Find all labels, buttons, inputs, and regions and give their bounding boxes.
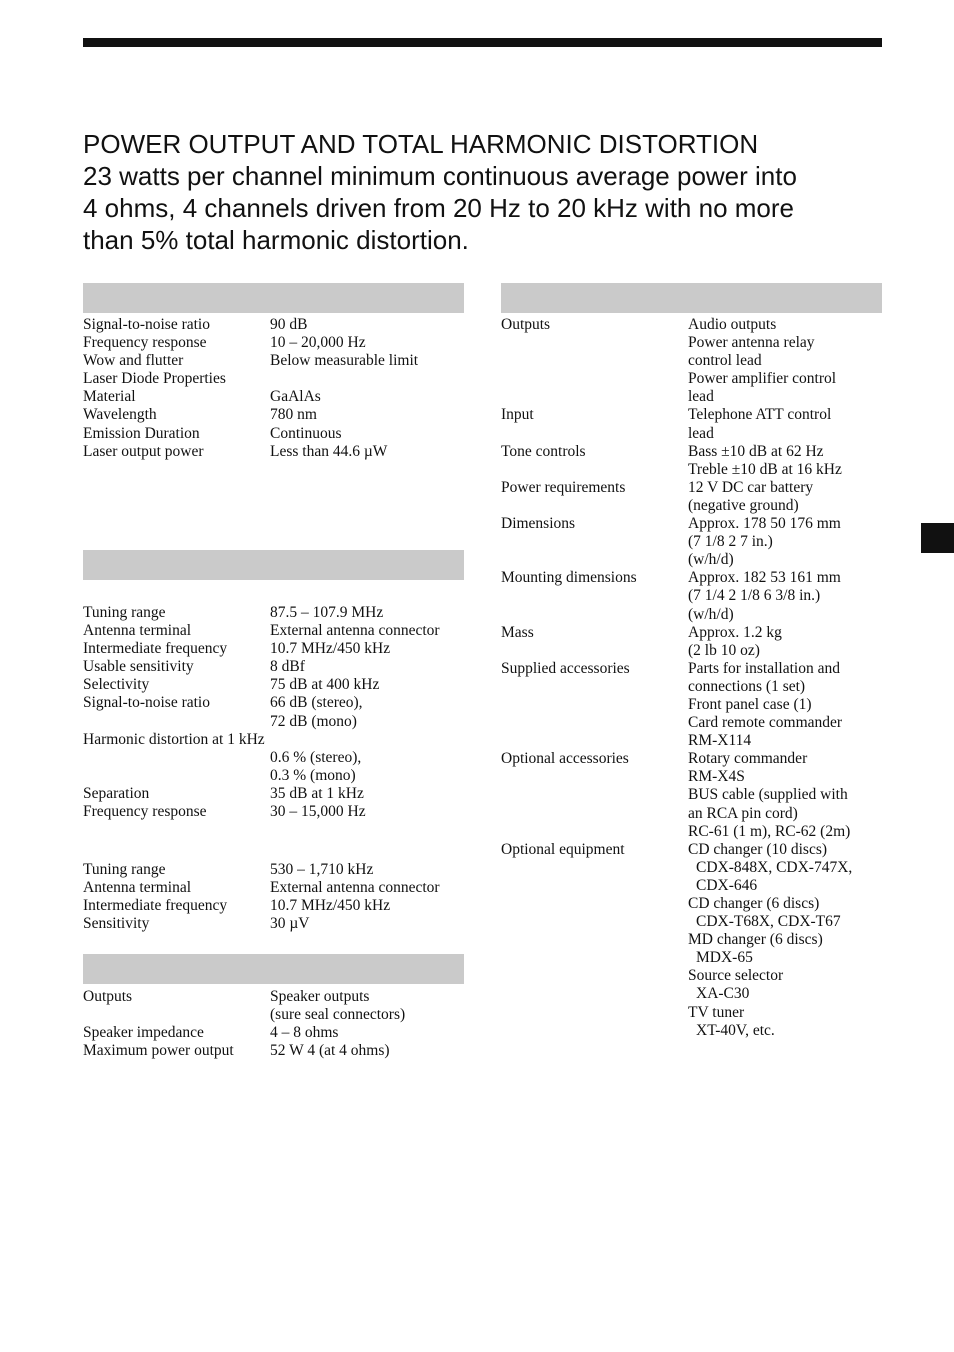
spec-value: an RCA pin cord) — [688, 804, 798, 822]
spec-label: Signal-to-noise ratio — [83, 316, 210, 333]
spec-label: Tuning range — [83, 861, 166, 878]
spec-value: (2 lb 10 oz) — [688, 641, 760, 659]
spec-row — [83, 352, 464, 370]
spec-value: Source selector — [688, 967, 784, 985]
spec-row — [83, 915, 464, 933]
spec-value: 530 – 1,710 kHz — [270, 861, 374, 878]
spec-value: Approx. 1.2 kg — [688, 623, 782, 641]
spec-value: lead — [688, 388, 714, 406]
spec-label: Optional equipment — [501, 840, 625, 858]
spec-row — [83, 803, 464, 821]
spec-label: Antenna terminal — [83, 879, 192, 897]
spec-value: Speaker outputs — [270, 988, 370, 1005]
spec-row — [83, 622, 464, 640]
spec-row — [501, 841, 882, 1040]
spec-row — [83, 897, 464, 915]
headline-line: POWER OUTPUT AND TOTAL HARMONIC DISTORTION — [83, 129, 759, 159]
spec-value: (w/h/d) — [688, 605, 734, 623]
spec-value: Less than 44.6 µW — [270, 442, 388, 460]
cd-section-band — [83, 283, 464, 313]
spec-row — [83, 694, 464, 730]
spec-row — [501, 316, 882, 406]
spec-row — [83, 1042, 464, 1060]
spec-row — [501, 569, 882, 623]
spec-label: Optional accessories — [501, 750, 629, 768]
spec-row — [83, 316, 464, 334]
spec-value: External antenna connector — [270, 879, 440, 897]
top-rule — [83, 38, 882, 47]
spec-row — [501, 443, 882, 479]
spec-row — [83, 988, 464, 1024]
spec-value: 52 W 4 (at 4 ohms) — [270, 1042, 390, 1060]
spec-value: (w/h/d) — [688, 551, 734, 569]
spec-value: 12 V DC car battery — [688, 478, 814, 496]
headline-line: than 5% total harmonic distortion. — [83, 225, 469, 255]
amp-spec-list — [83, 988, 464, 1060]
spec-value: 8 dBf — [270, 658, 305, 676]
spec-value: CD changer (6 discs) — [688, 895, 820, 912]
spec-value: 0.3 % (mono) — [270, 766, 356, 784]
spec-value: 10 – 20,000 Hz — [270, 334, 366, 352]
spec-value: 87.5 – 107.9 MHz — [270, 604, 384, 621]
spec-value: Below measurable limit — [270, 352, 419, 370]
spec-row — [83, 388, 464, 406]
spec-value: Audio outputs — [688, 316, 777, 333]
headline-line: 23 watts per channel minimum continuous average power into — [83, 161, 797, 191]
spec-value: 35 dB at 1 kHz — [270, 784, 364, 802]
spec-value: Parts for installation and — [688, 659, 840, 677]
spec-value: control lead — [688, 352, 762, 370]
spec-label: Emission Duration — [83, 424, 200, 442]
spec-label: Mass — [501, 623, 534, 641]
spec-value: 4 – 8 ohms — [270, 1024, 339, 1042]
spec-row — [83, 676, 464, 694]
spec-label: Power requirements — [501, 478, 626, 496]
amp-section-band — [83, 954, 464, 984]
spec-label: Outputs — [501, 316, 551, 333]
spec-label: Selectivity — [83, 676, 150, 694]
spec-row — [501, 479, 882, 515]
spec-value: Card remote commander — [688, 714, 843, 732]
general-spec-list — [501, 316, 882, 1040]
spec-value: RM-X4S — [688, 768, 745, 786]
spec-row — [83, 334, 464, 352]
spec-value: Approx. 182 53 161 mm — [688, 569, 841, 587]
spec-value: Bass ±10 dB at 62 Hz — [688, 442, 824, 460]
headline — [83, 128, 883, 256]
spec-value: 10.7 MHz/450 kHz — [270, 640, 391, 658]
spec-value: Telephone ATT control — [688, 406, 832, 424]
spec-label: Laser output power — [83, 442, 204, 460]
spec-value: CDX-646 — [696, 876, 758, 894]
spec-value: Front panel case (1) — [688, 695, 812, 713]
spec-label: Sensitivity — [83, 915, 150, 933]
spec-row — [83, 731, 464, 785]
spec-value: 780 nm — [270, 406, 317, 424]
spec-value: GaAlAs — [270, 388, 321, 406]
spec-row — [83, 658, 464, 676]
spec-row — [83, 861, 464, 879]
spec-value: (7 1/4 2 1/8 6 3/8 in.) — [688, 587, 821, 605]
spec-row — [83, 640, 464, 658]
spec-value: 30 – 15,000 Hz — [270, 803, 366, 821]
spec-label: Intermediate frequency — [83, 897, 228, 915]
spec-value: (7 1/8 2 7 in.) — [688, 533, 773, 551]
spec-value: connections (1 set) — [688, 677, 806, 695]
spec-value: XA-C30 — [696, 985, 750, 1003]
spec-value: TV tuner — [688, 1003, 745, 1021]
spec-value: BUS cable (supplied with — [688, 786, 848, 804]
spec-row — [83, 879, 464, 897]
spec-value: 30 µV — [270, 915, 310, 933]
spec-row — [83, 1024, 464, 1042]
spec-value: RC-61 (1 m), RC-62 (2m) — [688, 822, 851, 840]
spec-value: MDX-65 — [696, 949, 753, 967]
spec-value: Power amplifier control — [688, 370, 837, 388]
spec-value: RM-X114 — [688, 732, 752, 750]
spec-value: MD changer (6 discs) — [688, 931, 823, 949]
spec-value: 66 dB (stereo), — [270, 694, 363, 712]
spec-value: CDX-T68X, CDX-T67 — [696, 913, 841, 931]
spec-value: Rotary commander — [688, 750, 808, 768]
headline-line: 4 ohms, 4 channels driven from 20 Hz to 20 kHz with no more — [83, 193, 794, 223]
spec-row — [83, 604, 464, 622]
spec-label: Tuning range — [83, 604, 166, 621]
spec-value: CDX-848X, CDX-747X, — [696, 858, 853, 876]
section-tab-marker — [921, 523, 954, 553]
spec-label: Harmonic distortion at 1 kHz — [83, 730, 265, 748]
am-spec-list — [83, 861, 464, 933]
spec-value: 0.6 % (stereo), — [270, 748, 362, 766]
general-section-band — [501, 283, 882, 313]
spec-label: Intermediate frequency — [83, 640, 228, 658]
spec-label: Antenna terminal — [83, 622, 192, 640]
spec-value: Continuous — [270, 424, 342, 442]
spec-row — [501, 624, 882, 660]
spec-label: Input — [501, 406, 534, 424]
spec-row — [83, 370, 464, 388]
spec-row — [501, 406, 882, 442]
spec-row — [83, 406, 464, 424]
spec-row — [83, 785, 464, 803]
spec-label: Frequency response — [83, 334, 207, 352]
spec-value: (sure seal connectors) — [270, 1006, 406, 1024]
spec-row — [501, 515, 882, 569]
spec-label: Maximum power output — [83, 1042, 234, 1060]
cd-spec-list — [83, 316, 464, 461]
spec-label: Tone controls — [501, 442, 586, 460]
spec-value: Treble ±10 dB at 16 kHz — [688, 460, 842, 478]
spec-value: (negative ground) — [688, 496, 799, 514]
spec-value: 75 dB at 400 kHz — [270, 676, 380, 694]
spec-label: Wow and flutter — [83, 352, 184, 370]
spec-value: Approx. 178 50 176 mm — [688, 515, 841, 533]
spec-label: Separation — [83, 784, 150, 802]
spec-value: XT-40V, etc. — [696, 1021, 775, 1039]
spec-value: 72 dB (mono) — [270, 712, 357, 730]
spec-row — [83, 443, 464, 461]
spec-row — [501, 750, 882, 840]
spec-row — [83, 425, 464, 443]
spec-label: Speaker impedance — [83, 1024, 204, 1042]
spec-value: Power antenna relay — [688, 334, 815, 352]
spec-label: Usable sensitivity — [83, 658, 194, 676]
spec-row — [501, 660, 882, 750]
spec-label: Mounting dimensions — [501, 569, 637, 587]
spec-label: Signal-to-noise ratio — [83, 694, 210, 712]
spec-value: CD changer (10 discs) — [688, 840, 828, 858]
spec-value: 90 dB — [270, 316, 308, 333]
tuner-section-band — [83, 550, 464, 580]
spec-label: Dimensions — [501, 515, 576, 533]
spec-label: Supplied accessories — [501, 659, 630, 677]
fm-spec-list — [83, 604, 464, 821]
spec-value: lead — [688, 424, 714, 442]
spec-value: External antenna connector — [270, 622, 440, 640]
spec-label: Frequency response — [83, 803, 207, 821]
spec-label: Outputs — [83, 988, 133, 1005]
spec-label: Laser Diode Properties — [83, 370, 226, 388]
spec-value: 10.7 MHz/450 kHz — [270, 897, 391, 915]
spec-label: Material — [83, 388, 136, 406]
spec-label: Wavelength — [83, 406, 157, 424]
